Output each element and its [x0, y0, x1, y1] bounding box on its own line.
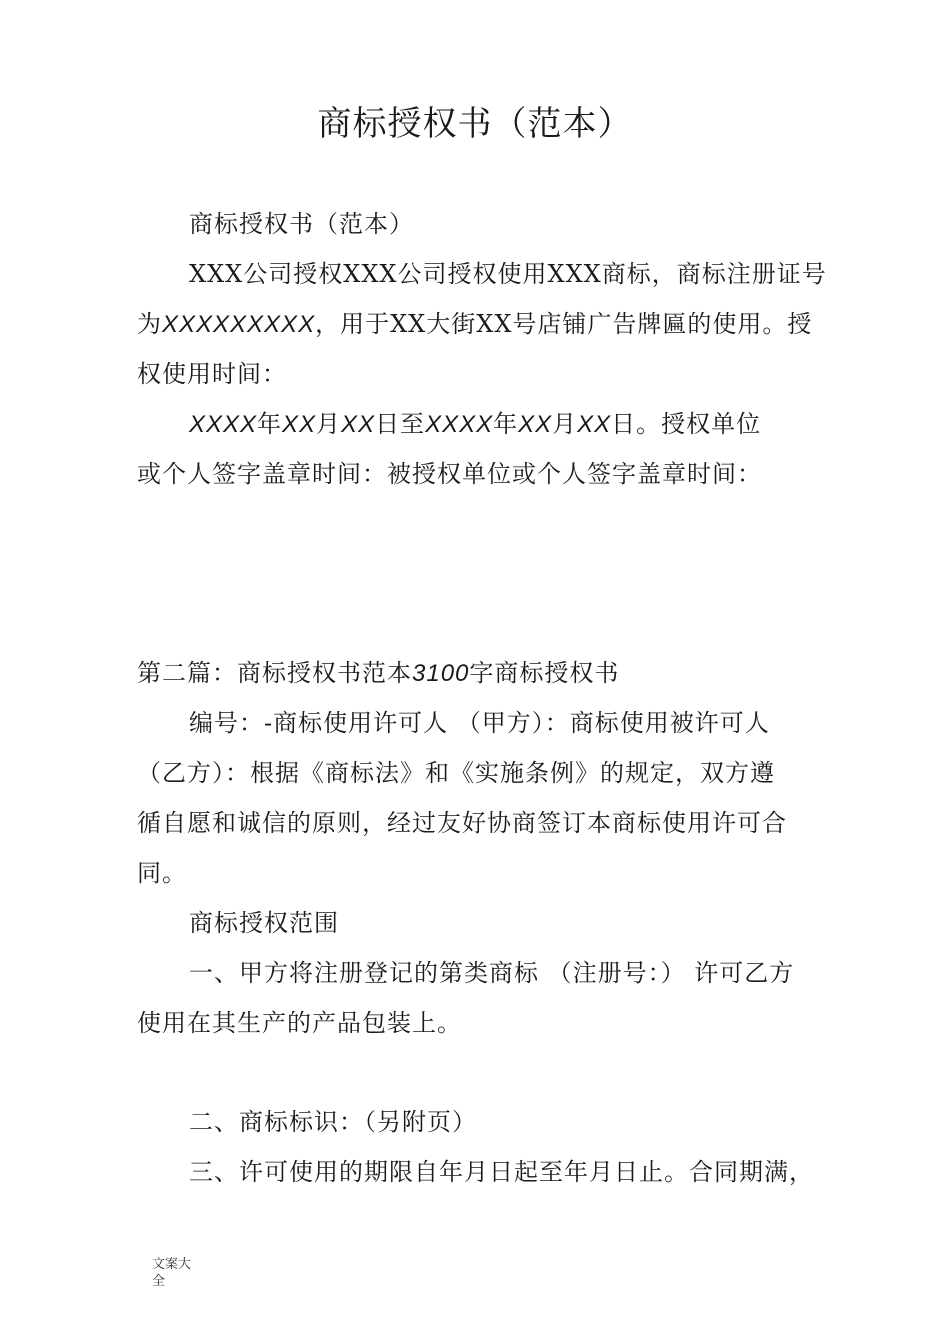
- text-run: 为: [137, 310, 162, 338]
- text-run: 月: [316, 410, 342, 438]
- text-run: 年: [493, 410, 519, 438]
- text-run: XX: [577, 411, 612, 438]
- paragraph-line: [137, 399, 837, 450]
- text-run: 日至: [375, 410, 426, 438]
- text-run: XXXX: [189, 411, 258, 438]
- paragraph-heading: 商标授权书（范本）: [189, 210, 414, 238]
- section-heading: [137, 648, 837, 699]
- text-run: 年: [257, 410, 283, 438]
- paragraph-line: 使用在其生产的产品包装上。: [137, 1009, 462, 1037]
- paragraph-line: （乙方）：根据《商标法》和《实施条例》的规定，双方遵: [137, 759, 775, 787]
- paragraph-line: 三、许可使用的期限自年月日起至年月日止。合同期满，: [189, 1158, 814, 1186]
- paragraph-heading: 商标授权范围: [189, 909, 339, 937]
- paragraph-line: 或个人签字盖章时间：被授权单位或个人签字盖章时间：: [137, 460, 762, 488]
- text-run: XX: [341, 411, 376, 438]
- paragraph-line: 循自愿和诚信的原则，经过友好协商签订本商标使用许可合: [137, 809, 787, 837]
- paragraph-line: [137, 299, 837, 350]
- paragraph-line: 同。: [137, 859, 187, 887]
- page-footer: 文案大全: [152, 1257, 192, 1289]
- text-run: 月: [552, 410, 578, 438]
- text-run: 3100: [412, 660, 470, 687]
- text-run: XX: [282, 411, 317, 438]
- text-run: 第二篇：商标授权书范本: [137, 659, 412, 687]
- text-run: XX: [518, 411, 553, 438]
- text-run: 字商标授权书: [469, 659, 620, 687]
- paragraph-line: 权使用时间：: [137, 360, 287, 388]
- text-run: ，用于XX大街XX号店铺广告牌匾的使用。授: [315, 310, 813, 338]
- paragraph-line: 一、甲方将注册登记的第类商标 （注册号：） 许可乙方: [189, 959, 795, 987]
- text-run: XXXXXXXXX: [162, 311, 316, 338]
- paragraph-line: 编号：-商标使用许可人 （甲方）：商标使用被许可人: [189, 709, 770, 737]
- document-title: 商标授权书（范本）: [317, 104, 633, 144]
- text-run: XXXX: [425, 411, 494, 438]
- text-run: 日。授权单位: [611, 410, 762, 438]
- paragraph-line: XXX公司授权XXX公司授权使用XXX商标，商标注册证号: [189, 260, 827, 288]
- paragraph-line: 二、商标标识：（另附页）: [189, 1108, 477, 1136]
